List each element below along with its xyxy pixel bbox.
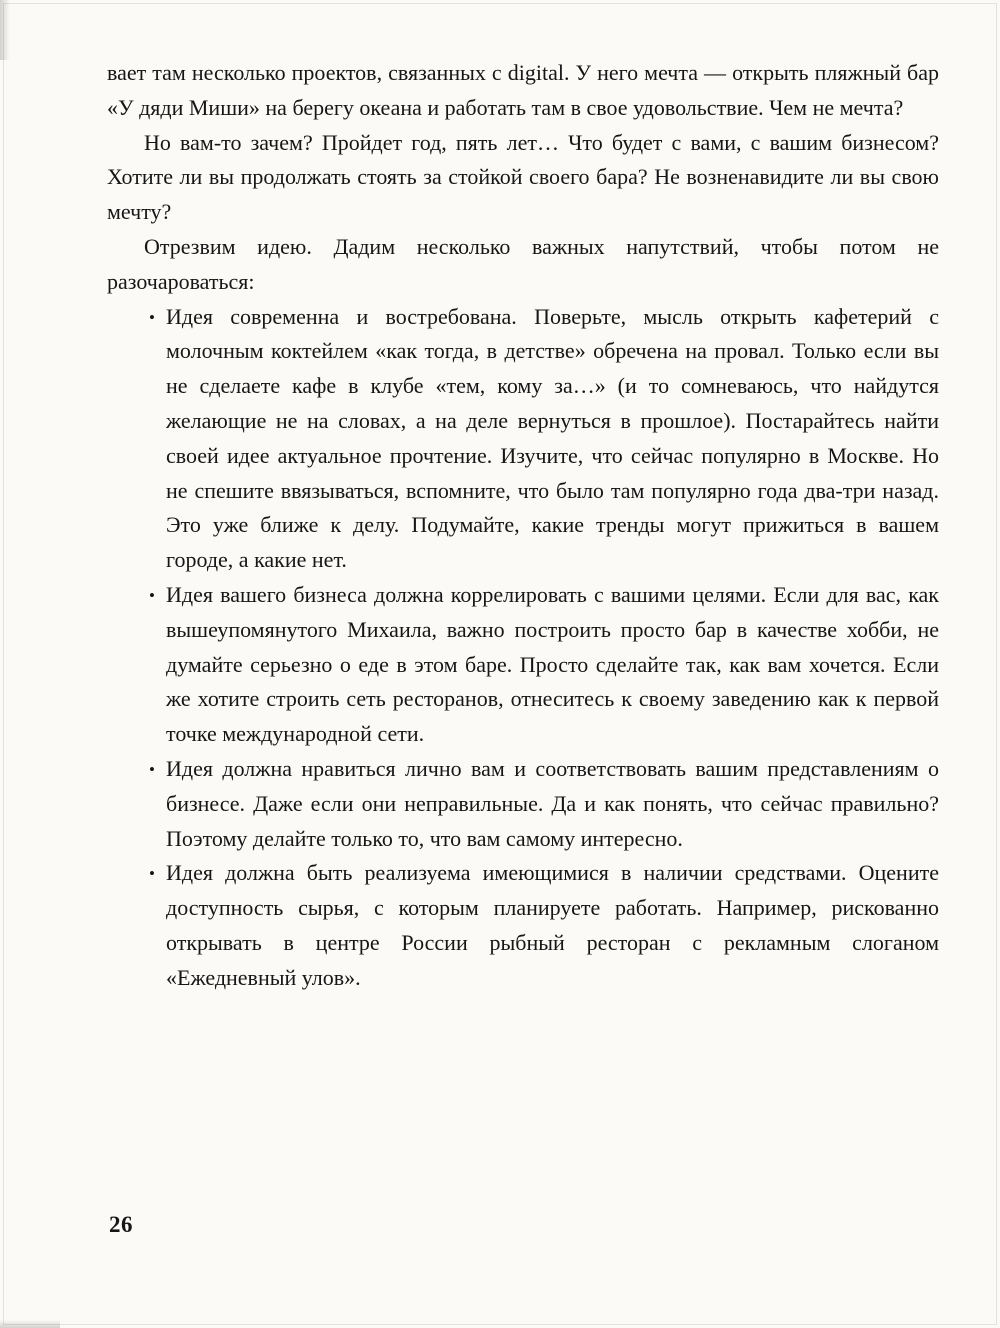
bullet-text: Идея вашего бизнеса должна коррелировать с вашими целями. Если для вас, как вышеупомянутого Михаила, важно построить просто бар в качестве хобби, не думайте серьезно о еде в этом баре. Просто сделайте так, как вам хочется. Если же хотите строить сеть ресторанов, отнеситесь к своему заведению как к первой точке международной сети. xyxy=(166,581,939,747)
paragraph: Отрезвим идею. Дадим несколько важных напутствий, чтобы потом не разочароваться: xyxy=(107,233,939,294)
list-item xyxy=(107,856,939,995)
bullet-text: Идея должна быть реализуема имеющимися в наличии средствами. Оцените доступность сырья, с которым планируете работать. Например, рискованно открывать в центре России рыбный ресторан с рекламным слоганом «Ежедневный улов». xyxy=(166,860,939,990)
bullet-list xyxy=(107,300,939,996)
bullet-text: Идея должна нравиться лично вам и соответствовать вашим представлениям о бизнесе. Даже если они неправильные. Да и как понять, что сейчас правильно? Поэтому делайте только то, что вам самому интересно. xyxy=(166,755,939,851)
list-item xyxy=(107,578,939,752)
bullet-icon: • xyxy=(149,585,155,605)
bullet-text: Идея современна и востребована. Поверьте, мысль открыть кафетерий с молочным коктейлем «как тогда, в детстве» обречена на провал. Только если вы не сделаете кафе в клубе «тем, кому за…» (и то сомневаюсь, что найдутся желающие не на словах, а на деле вернуться в прошлое). Постарайтесь найти своей идее актуальное прочтение. Изучите, что сейчас популярно в Москве. Но не спешите ввязываться, вспомните, что было там популярно года два-три назад. Это уже ближе к делу. Подумайте, какие тренды могут прижиться в вашем городе, а какие нет. xyxy=(166,303,939,573)
paragraph: Но вам-то зачем? Пройдет год, пять лет… Что будет с вами, с вашим бизнесом? Хотите ли вы продолжать стоять за стойкой своего бара? Не возненавидите ли вы свою мечту? xyxy=(107,129,939,225)
list-item xyxy=(107,752,939,856)
paragraph-continuation: вает там несколько проектов, связанных с digital. У него мечта — открыть пляжный бар «У дяди Миши» на берегу океана и работать там в свое удовольствие. Чем не мечта? xyxy=(107,60,939,120)
bullet-icon: • xyxy=(149,307,155,327)
list-item xyxy=(107,300,939,578)
bullet-icon: • xyxy=(149,864,155,884)
scan-corner-shadow-bottom-left xyxy=(0,1320,60,1328)
text-block xyxy=(107,56,939,996)
page-number: 26 xyxy=(109,1212,133,1237)
scan-corner-shadow-top-left xyxy=(0,0,10,60)
bullet-icon: • xyxy=(149,759,155,779)
